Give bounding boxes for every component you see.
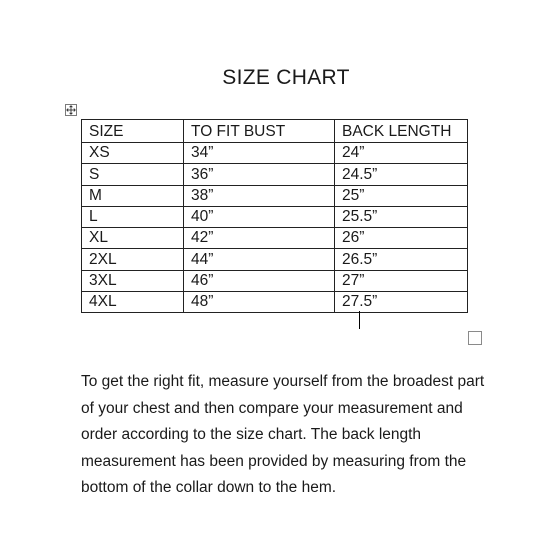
cell-back-length[interactable]: 25.5” (335, 206, 468, 227)
measurement-note: To get the right fit, measure yourself from the broadest part of your chest and then compare your measurement and order according to the size chart. The back length measurement has been provided by measuring from the bottom of the collar down to the hem. (81, 373, 485, 496)
cell-bust[interactable]: 34” (184, 143, 335, 164)
cell-bust[interactable]: 46” (184, 270, 335, 291)
header-back-length[interactable]: BACK LENGTH (335, 120, 468, 143)
cell-bust[interactable]: 36” (184, 164, 335, 185)
cell-bust[interactable]: 48” (184, 292, 335, 313)
cell-size[interactable]: M (82, 185, 184, 206)
move-arrows-icon[interactable] (65, 104, 77, 116)
resize-square-icon[interactable] (468, 331, 482, 345)
text-cursor (359, 311, 360, 329)
cell-bust[interactable]: 42” (184, 228, 335, 249)
table-row (82, 164, 468, 185)
cell-back-length[interactable]: 27” (335, 270, 468, 291)
table-row (82, 185, 468, 206)
cell-bust[interactable]: 44” (184, 249, 335, 270)
cell-back-length[interactable]: 24.5” (335, 164, 468, 185)
cell-back-length[interactable]: 24” (335, 143, 468, 164)
cell-size[interactable]: L (82, 206, 184, 227)
cell-bust[interactable]: 38” (184, 185, 335, 206)
cell-back-length[interactable]: 26” (335, 228, 468, 249)
document-title: SIZE CHART (222, 66, 350, 89)
table-row (82, 292, 468, 313)
size-chart-table (81, 119, 468, 313)
table-row (82, 228, 468, 249)
table-row (82, 270, 468, 291)
table-row (82, 206, 468, 227)
cell-size[interactable]: XS (82, 143, 184, 164)
cell-size[interactable]: 4XL (82, 292, 184, 313)
header-size[interactable]: SIZE (82, 120, 184, 143)
table-header-row (82, 120, 468, 143)
header-to-fit-bust[interactable]: TO FIT BUST (184, 120, 335, 143)
cell-size[interactable]: 2XL (82, 249, 184, 270)
cell-size[interactable]: XL (82, 228, 184, 249)
cell-back-length[interactable]: 25” (335, 185, 468, 206)
cell-back-length[interactable]: 27.5” (335, 292, 468, 313)
cell-back-length[interactable]: 26.5” (335, 249, 468, 270)
move-arrows-glyph (66, 105, 76, 115)
cell-size[interactable]: S (82, 164, 184, 185)
table-row (82, 249, 468, 270)
cell-size[interactable]: 3XL (82, 270, 184, 291)
cell-bust[interactable]: 40” (184, 206, 335, 227)
table-row (82, 143, 468, 164)
